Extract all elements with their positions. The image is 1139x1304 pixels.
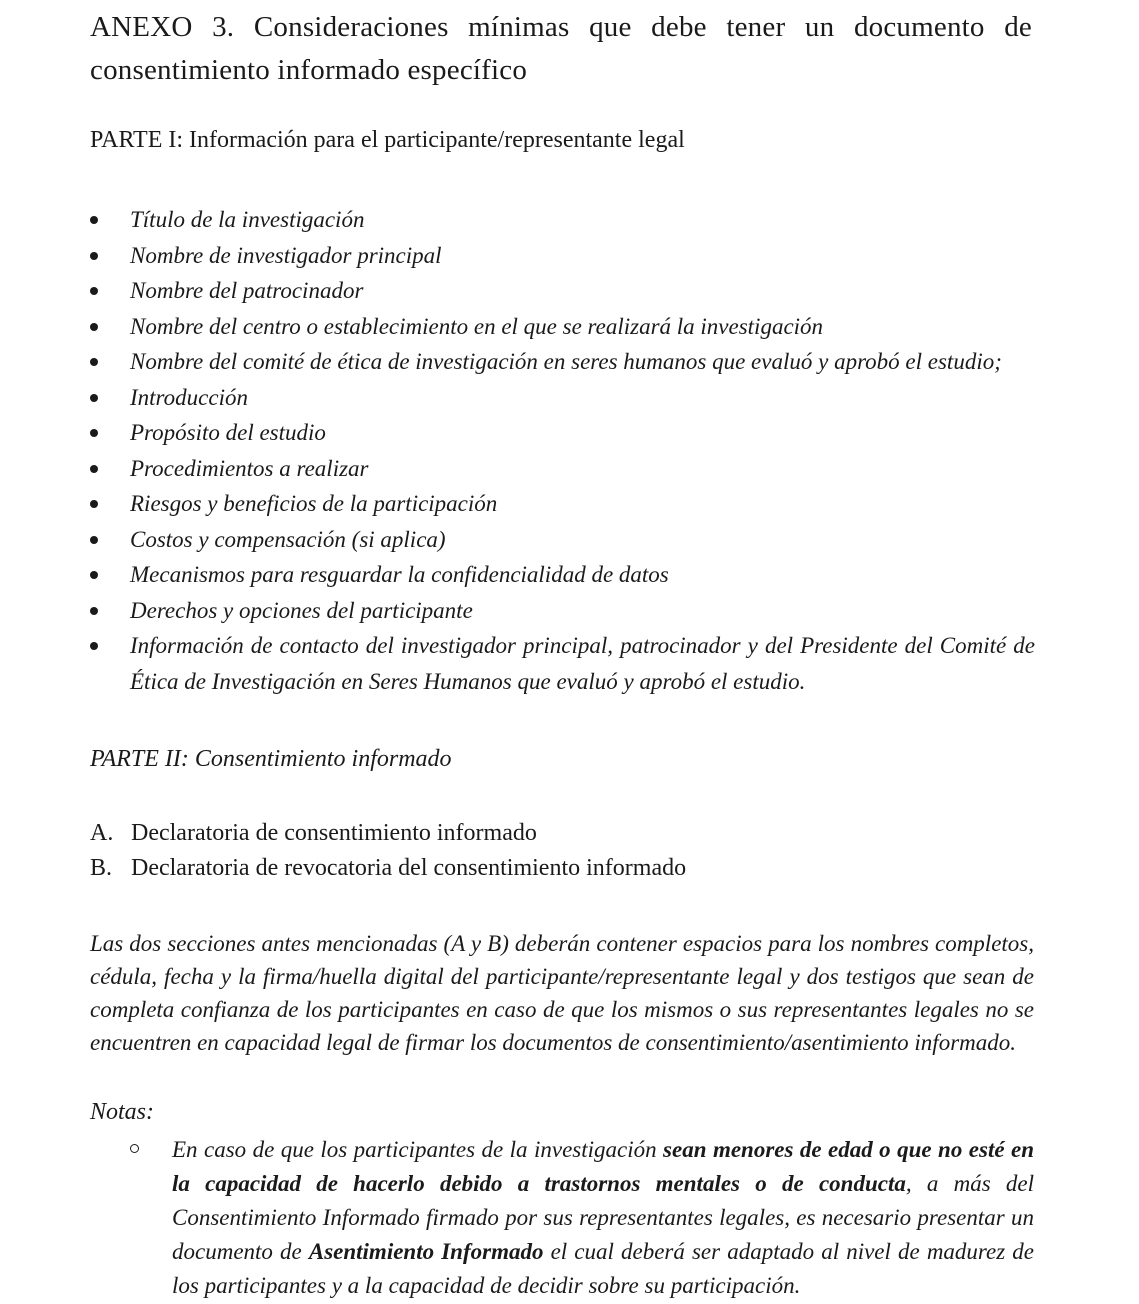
list-item-text: Introducción — [130, 384, 248, 410]
list-item-text: Nombre del patrocinador — [130, 278, 364, 303]
list-letter: A. — [90, 820, 114, 846]
notes-list — [130, 1133, 1034, 1303]
list-item — [90, 851, 686, 886]
bullet-icon — [90, 358, 98, 366]
list-item-text: Nombre del comité de ética de investigación en seres humanos que evaluó y aprobó el estudio; — [130, 349, 1002, 374]
list-item-text: Nombre de investigador principal — [130, 242, 442, 268]
part1-list — [90, 202, 1035, 699]
bullet-icon — [90, 500, 98, 508]
bullet-icon — [90, 465, 98, 473]
list-item-text: Declaratoria de revocatoria del consentimiento informado — [131, 855, 687, 881]
bullet-icon — [90, 323, 98, 331]
list-item — [90, 202, 1035, 238]
list-item — [90, 816, 686, 851]
list-item — [90, 344, 1035, 380]
list-item — [90, 486, 1035, 522]
list-item-text: Propósito del estudio — [130, 420, 326, 445]
part2-heading: PARTE II: Consentimiento informado — [90, 746, 452, 772]
list-item-text: Título de la investigación — [130, 207, 365, 232]
list-item — [90, 309, 1035, 345]
notes-heading: Notas: — [90, 1099, 155, 1125]
list-item-text: Costos y compensación (si aplica) — [130, 526, 446, 552]
bullet-icon — [90, 607, 98, 615]
list-letter: B. — [90, 855, 113, 881]
list-item-text: Información de contacto del investigador principal, patrocinador y del Presidente del Comité de Ética de Investigación en Seres Humanos que evaluó y aprobó el estudio. — [130, 633, 1035, 694]
note-text-2: , a más del Consentimiento Informado firmado por sus representantes legales, es necesario presentar un documento de — [172, 1171, 1034, 1264]
note-bold-2: Asentimiento Informado — [308, 1239, 544, 1264]
document-title: ANEXO 3. Consideraciones mínimas que debe tener un documento de consentimiento informado específico — [90, 11, 1032, 86]
list-item-text: Derechos y opciones del participante — [130, 597, 473, 623]
list-item-text: Nombre del centro o establecimiento en el que se realizará la investigación — [130, 313, 824, 339]
part1-heading: PARTE I: Información para el participante/representante legal — [90, 127, 685, 153]
bullet-icon — [90, 571, 98, 579]
circle-bullet-icon — [130, 1144, 139, 1153]
note-bold-1: sean menores de edad o que no esté en la capacidad de hacerlo debido a trastornos mentales o de conducta — [172, 1137, 1034, 1196]
bullet-icon — [90, 252, 98, 260]
list-item-text: Procedimientos a realizar — [130, 455, 369, 481]
list-item — [90, 628, 1035, 699]
part2-list — [90, 816, 686, 886]
note-text-1: En caso de que los participantes de la investigación — [172, 1137, 664, 1162]
list-item — [90, 451, 1035, 487]
bullet-icon — [90, 429, 98, 437]
list-item-text: Declaratoria de consentimiento informado — [131, 820, 537, 846]
bullet-icon — [90, 642, 98, 650]
list-item-text: Mecanismos para resguardar la confidencialidad de datos — [130, 562, 669, 587]
bullet-icon — [90, 216, 98, 224]
list-item — [90, 557, 1035, 593]
list-item — [90, 415, 1035, 451]
bullet-icon — [90, 536, 98, 544]
list-item — [90, 238, 1035, 274]
bullet-icon — [90, 394, 98, 402]
list-item — [90, 380, 1035, 416]
sections-paragraph: Las dos secciones antes mencionadas (A y B) deberán contener espacios para los nombres completos, cédula, fecha y la firma/huella digital del participante/representante legal y dos testigos que sean de completa confianza de los participantes en caso de que los mismos o sus representantes legales no se encuentren en capacidad legal de firmar los documentos de consentimiento/asentimiento informado. — [90, 931, 1034, 1055]
list-item — [90, 522, 1035, 558]
bullet-icon — [90, 287, 98, 295]
note-item — [130, 1133, 1034, 1303]
note-text-3: el cual deberá ser adaptado al nivel de madurez de los participantes y a la capacidad de decidir sobre su participación. — [172, 1239, 1035, 1298]
list-item — [90, 273, 1035, 309]
list-item-text: Riesgos y beneficios de la participación — [130, 491, 498, 516]
list-item — [90, 593, 1035, 629]
